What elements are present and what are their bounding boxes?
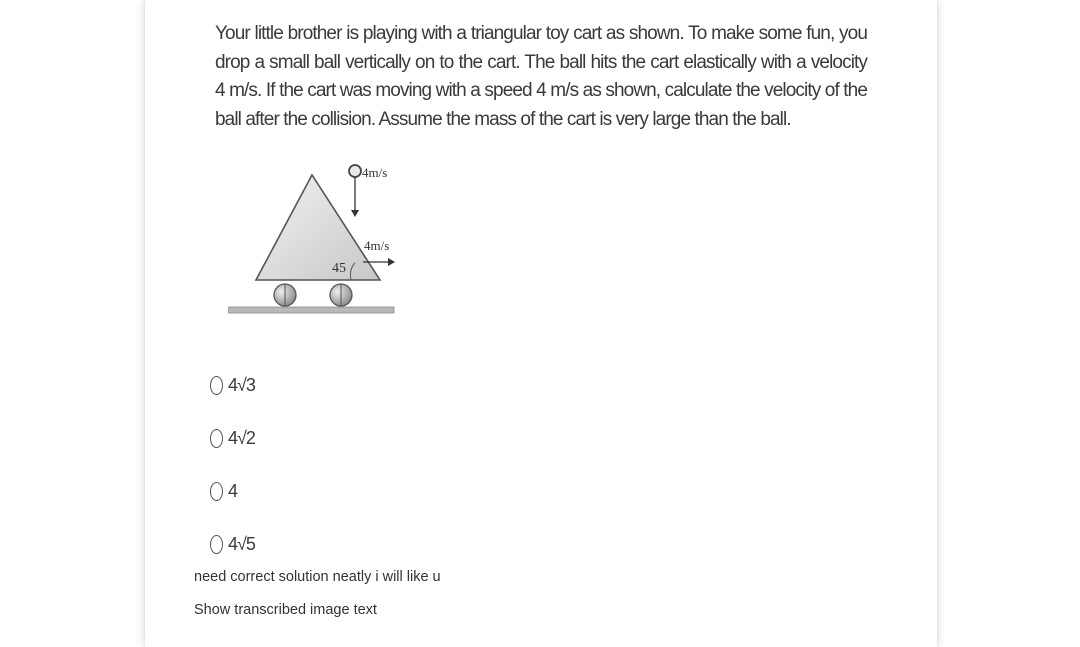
radio-button[interactable]	[210, 535, 223, 554]
option-label: 4√3	[228, 374, 255, 395]
question-text: Your little brother is playing with a triangular toy cart as shown. To make some fun, you drop a small ball vertically on to the cart. The ball hits the cart elastically with a velocity 4 m/s. If the cart was moving with a speed 4 m/s as shown, calculate the velocity of the ball after the collision. Assume the mass of the cart is very large than the ball.	[215, 23, 867, 130]
ball-velocity-label: 4m/s	[362, 165, 388, 180]
option-label: 4√2	[228, 427, 255, 448]
ball-arrowhead	[351, 210, 359, 217]
option-label: 4√5	[228, 533, 255, 554]
wheel-left	[274, 284, 296, 306]
answer-options	[210, 372, 255, 584]
radio-button[interactable]	[210, 376, 223, 395]
option-1[interactable]	[210, 372, 255, 398]
option-2[interactable]	[210, 425, 255, 451]
cart-diagram	[228, 155, 403, 320]
angle-label: 45	[332, 261, 346, 276]
cart-velocity-label: 4m/s	[364, 238, 390, 253]
cart-arrowhead	[388, 258, 395, 266]
show-transcribed-text-link[interactable]: Show transcribed image text	[194, 602, 377, 618]
option-4[interactable]	[210, 531, 255, 557]
user-note: need correct solution neatly i will like u	[194, 569, 441, 585]
ball	[349, 165, 361, 177]
wheel-right	[330, 284, 352, 306]
radio-button[interactable]	[210, 429, 223, 448]
ground	[228, 307, 394, 313]
question-card	[145, 0, 937, 647]
cart-figure	[228, 155, 403, 320]
cart-body	[256, 175, 380, 280]
option-3[interactable]	[210, 478, 255, 504]
radio-button[interactable]	[210, 482, 223, 501]
option-label: 4	[228, 480, 238, 501]
